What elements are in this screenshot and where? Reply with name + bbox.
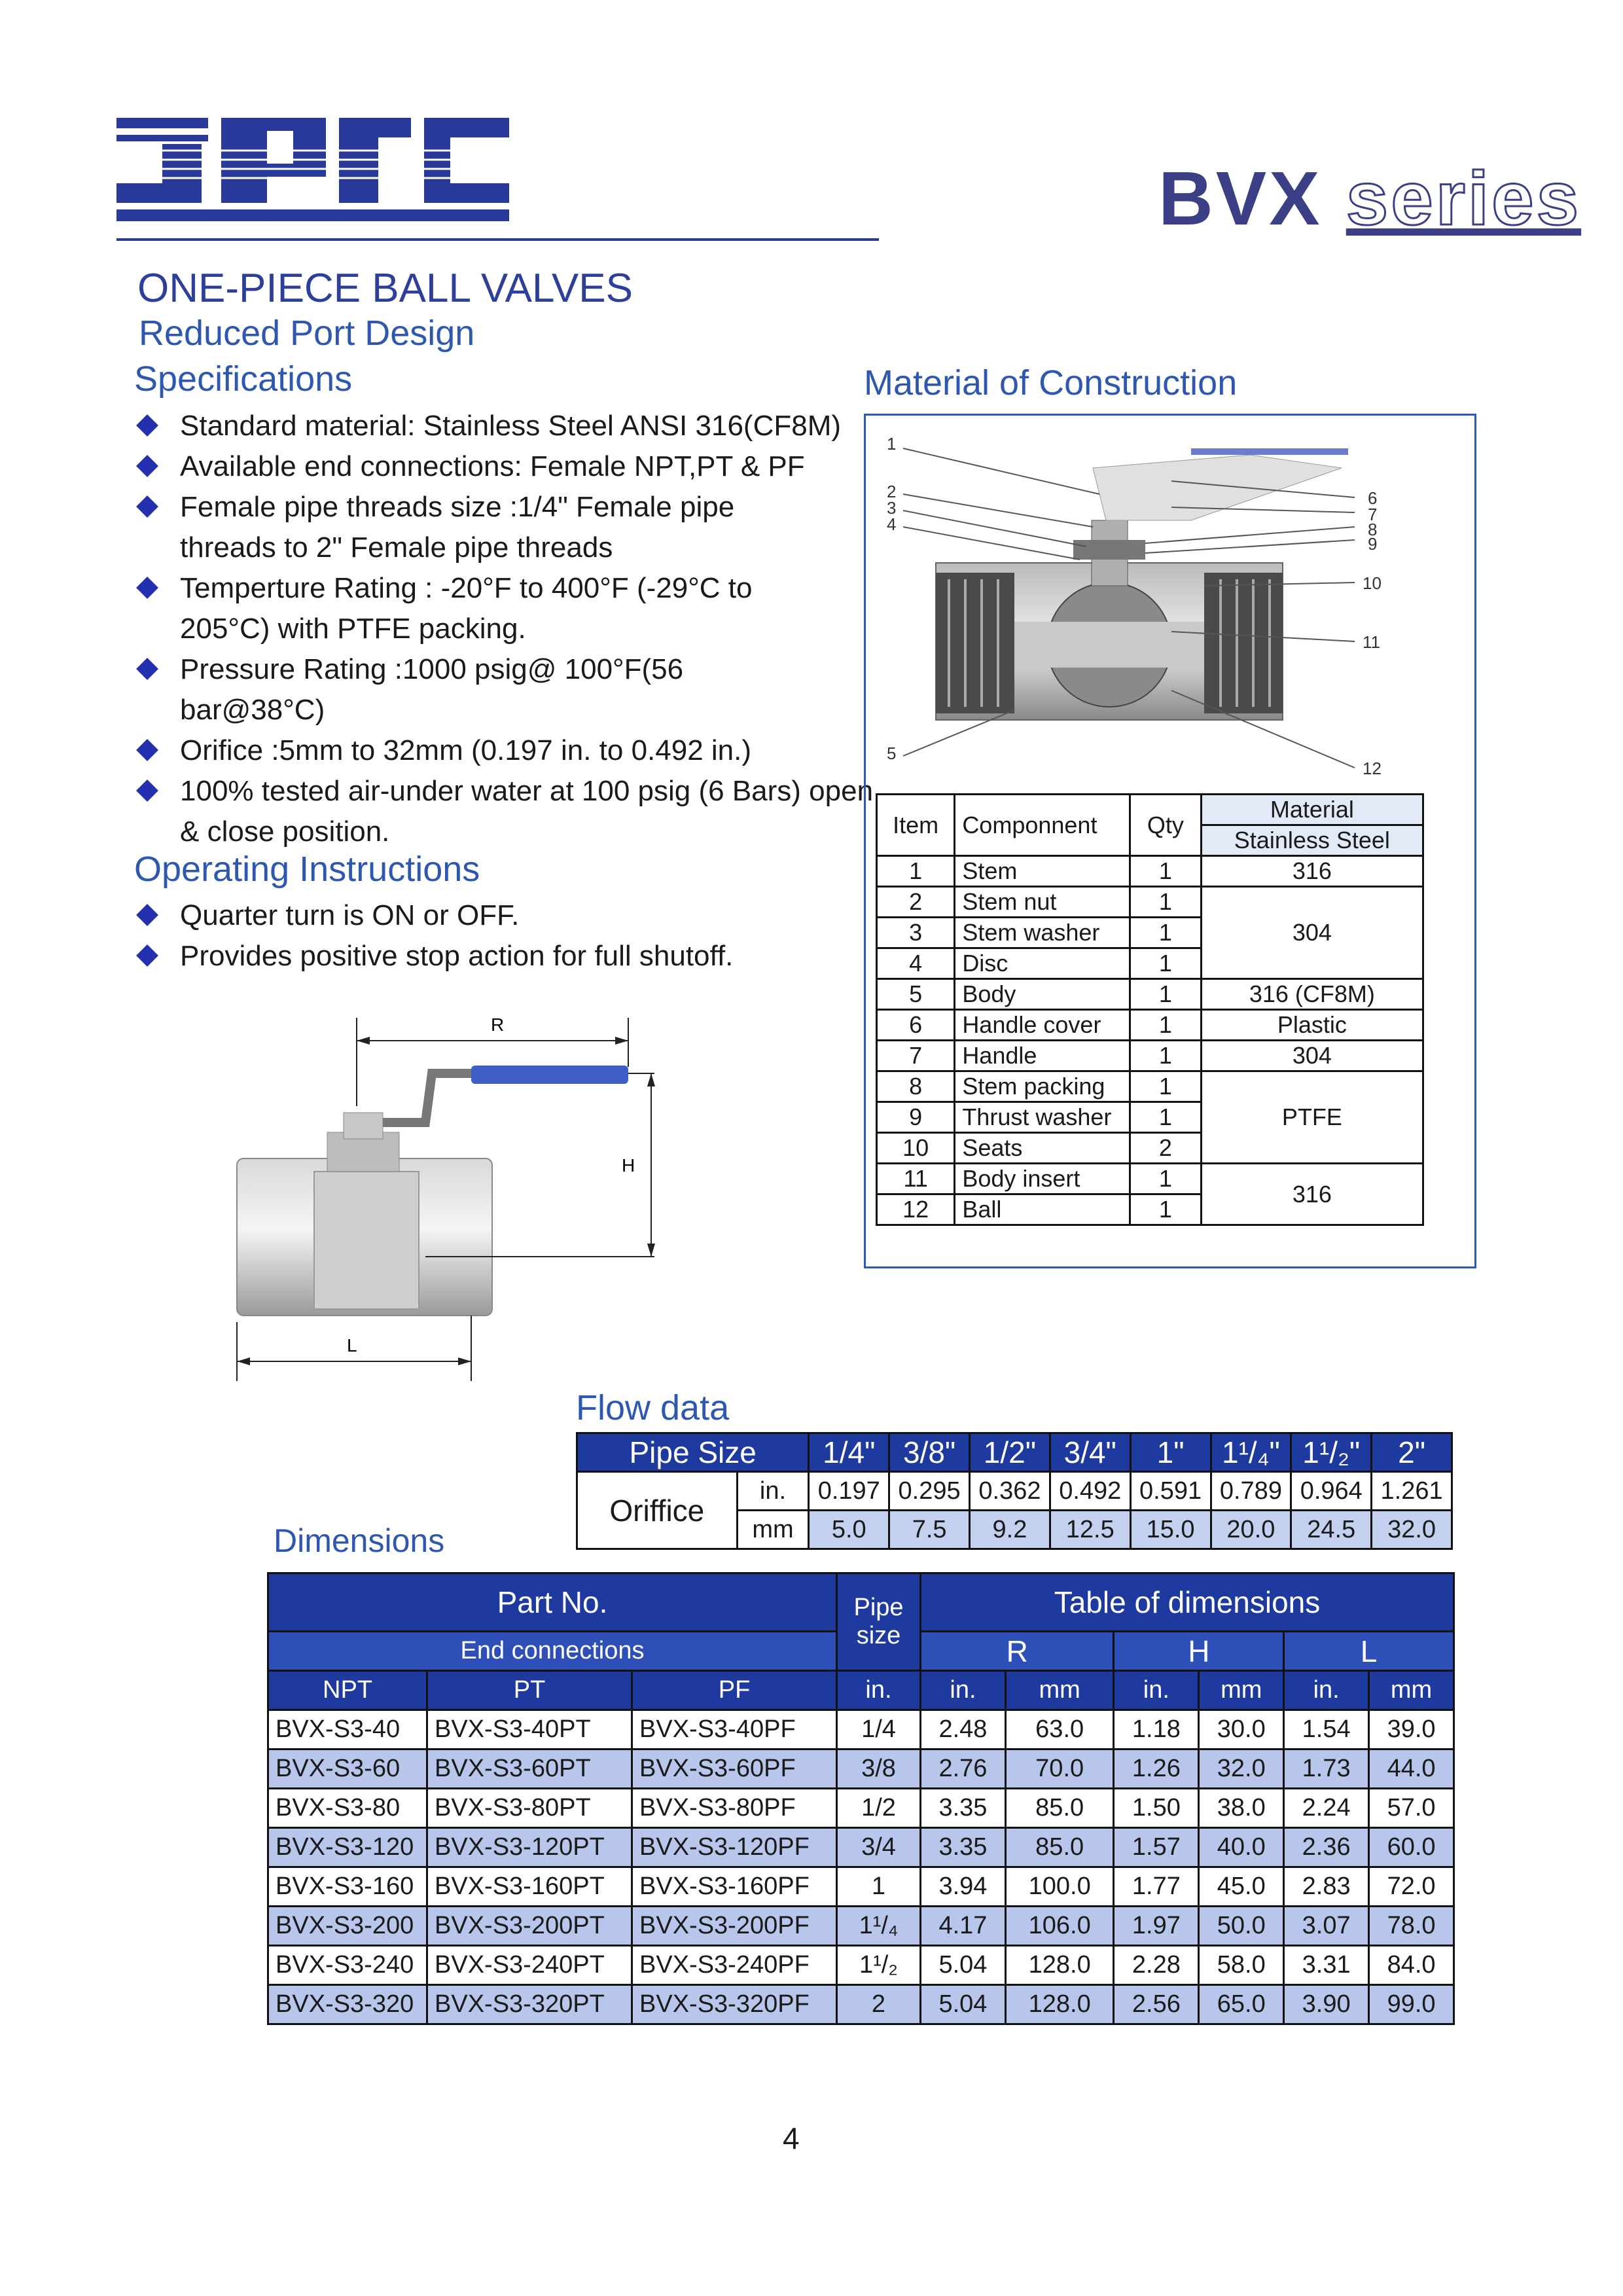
cell: BVX-S3-80PF (632, 1789, 837, 1828)
cell: 3/4 (837, 1828, 921, 1867)
cell: 1.54 (1284, 1710, 1369, 1749)
col-qty-header: Qty (1130, 795, 1201, 856)
cell: Thrust washer (955, 1102, 1130, 1133)
cell: Ball (955, 1194, 1130, 1225)
unit-in: in. (1114, 1671, 1199, 1710)
cell: 32.0 (1199, 1749, 1284, 1789)
cell: 1/2 (837, 1789, 921, 1828)
dim-label-l: L (347, 1335, 357, 1355)
table-of-dimensions-header: Table of dimensions (921, 1573, 1454, 1632)
cell: in. (737, 1472, 809, 1511)
cell: BVX-S3-60PF (632, 1749, 837, 1789)
cell: 1.97 (1114, 1907, 1199, 1946)
cell: 5.0 (809, 1511, 889, 1549)
cell: mm (737, 1511, 809, 1549)
cell: 304 (1201, 887, 1423, 979)
cell: 0.964 (1291, 1472, 1372, 1511)
bullet-diamond-icon (136, 944, 158, 967)
h-header: H (1114, 1632, 1284, 1671)
cell: PTFE (1201, 1071, 1423, 1164)
cell: 1.18 (1114, 1710, 1199, 1749)
table-row (877, 1041, 1423, 1071)
callout-8: 8 (1368, 520, 1378, 539)
cell: 316 (1201, 856, 1423, 887)
cell: BVX-S3-80PT (427, 1789, 632, 1828)
spec-item: Pressure Rating :1000 psig@ 100°F(56 bar@38°C) (134, 649, 789, 730)
dim-label-r: R (491, 1014, 505, 1035)
cell: BVX-S3-240 (268, 1946, 427, 1985)
cell: 1¹/₄" (1211, 1433, 1291, 1472)
cell: 1 (1130, 1010, 1201, 1041)
table-row (268, 1828, 1454, 1867)
cell: 12 (877, 1194, 955, 1225)
cell: Plastic (1201, 1010, 1423, 1041)
cell: 2 (837, 1985, 921, 2024)
cell: BVX-S3-200PT (427, 1907, 632, 1946)
cell: 2.28 (1114, 1946, 1199, 1985)
cell: 2.48 (921, 1710, 1006, 1749)
cell: 12.5 (1050, 1511, 1130, 1549)
pipe-size-label: Pipe Size (577, 1433, 809, 1472)
cell: 0.789 (1211, 1472, 1291, 1511)
header-rule (116, 238, 879, 241)
cell: 128.0 (1005, 1985, 1114, 2024)
part-no-header: Part No. (268, 1573, 837, 1632)
cell: 5.04 (921, 1946, 1006, 1985)
callout-10: 10 (1363, 573, 1382, 593)
cell: 30.0 (1199, 1710, 1284, 1749)
cell: 0.591 (1130, 1472, 1211, 1511)
cell: 1 (1130, 887, 1201, 918)
cell: 3.90 (1284, 1985, 1369, 2024)
cell: BVX-S3-160 (268, 1867, 427, 1907)
dimensions-table (267, 1572, 1455, 2025)
page-number: 4 (783, 2121, 800, 2155)
bullet-diamond-icon (136, 577, 158, 599)
cell: 70.0 (1005, 1749, 1114, 1789)
cell: 65.0 (1199, 1985, 1284, 2024)
cell: 316 (1201, 1164, 1423, 1225)
flow-in-row (577, 1472, 1452, 1511)
end-connections-header: End connections (268, 1632, 837, 1671)
cell: 57.0 (1369, 1789, 1454, 1828)
cell: 1 (1130, 918, 1201, 948)
unit-mm: mm (1369, 1671, 1454, 1710)
cell: BVX-S3-60PT (427, 1749, 632, 1789)
cell: 40.0 (1199, 1828, 1284, 1867)
cell: BVX-S3-120PT (427, 1828, 632, 1867)
spec-item: Standard material: Stainless Steel ANSI 316(CF8M) (134, 406, 874, 446)
spec-item: Temperture Rating : -20°F to 400°F (-29°C to 205°C) with PTFE packing. (134, 568, 834, 649)
cell: 3/8 (837, 1749, 921, 1789)
table-row (877, 1071, 1423, 1102)
orifice-label: Oriffice (577, 1472, 738, 1549)
cell: 60.0 (1369, 1828, 1454, 1867)
table-row (268, 1710, 1454, 1749)
cell: 1 (1130, 1102, 1201, 1133)
operating-item: Quarter turn is ON or OFF. (134, 895, 874, 936)
cell: 1.77 (1114, 1867, 1199, 1907)
cell: 1/2" (970, 1433, 1050, 1472)
cell: 2 (877, 887, 955, 918)
cell: 9 (877, 1102, 955, 1133)
cell: BVX-S3-120 (268, 1828, 427, 1867)
cell: 1 (1130, 948, 1201, 979)
callout-3: 3 (887, 498, 897, 518)
table-row (877, 979, 1423, 1010)
page-subtitle: Reduced Port Design (139, 314, 475, 353)
cell: Seats (955, 1133, 1130, 1164)
cell: 2.56 (1114, 1985, 1199, 2024)
cell: 3 (877, 918, 955, 948)
table-row (268, 1749, 1454, 1789)
unit-in: in. (921, 1671, 1006, 1710)
callout-11: 11 (1363, 632, 1380, 652)
spec-item: Available end connections: Female NPT,PT & PF (134, 446, 874, 487)
cell: Disc (955, 948, 1130, 979)
cell: 1 (1130, 856, 1201, 887)
col-item-header: Item (877, 795, 955, 856)
cell: 32.0 (1372, 1511, 1452, 1549)
cell: 1/4 (837, 1710, 921, 1749)
cell: 1 (1130, 1194, 1201, 1225)
unit-mm: mm (1199, 1671, 1284, 1710)
bullet-diamond-icon (136, 495, 158, 518)
cell: 128.0 (1005, 1946, 1114, 1985)
table-row (268, 1907, 1454, 1946)
operating-item: Provides positive stop action for full shutoff. (134, 936, 874, 977)
cell: 3.35 (921, 1789, 1006, 1828)
cell: 39.0 (1369, 1710, 1454, 1749)
callout-9: 9 (1368, 534, 1378, 554)
table-row (268, 1946, 1454, 1985)
cell: 1.50 (1114, 1789, 1199, 1828)
cell: Body insert (955, 1164, 1130, 1194)
material-heading: Material of Construction (864, 363, 1238, 403)
cell: BVX-S3-160PT (427, 1867, 632, 1907)
cell: BVX-S3-60 (268, 1749, 427, 1789)
cell: 7 (877, 1041, 955, 1071)
bullet-diamond-icon (136, 739, 158, 761)
cell: 1 (1130, 1041, 1201, 1071)
cell: 1 (877, 856, 955, 887)
cell: 11 (877, 1164, 955, 1194)
dim-header-row-1 (268, 1573, 1454, 1632)
flow-table (576, 1432, 1453, 1550)
table-row (268, 1789, 1454, 1828)
cell: 50.0 (1199, 1907, 1284, 1946)
cell: Stem (955, 856, 1130, 887)
cell: 1/4" (809, 1433, 889, 1472)
cell: 2.24 (1284, 1789, 1369, 1828)
bullet-diamond-icon (136, 904, 158, 926)
dim-header-row-3 (268, 1671, 1454, 1710)
cell: 85.0 (1005, 1789, 1114, 1828)
cell: BVX-S3-160PF (632, 1867, 837, 1907)
col-material-header: Material (1201, 795, 1423, 825)
unit-in: in. (837, 1671, 921, 1710)
cell: 1 (1130, 1071, 1201, 1102)
series-logo: BVX series (1158, 156, 1582, 241)
cell: BVX-S3-40 (268, 1710, 427, 1749)
cell: 78.0 (1369, 1907, 1454, 1946)
cell: 316 (CF8M) (1201, 979, 1423, 1010)
npt-header: NPT (268, 1671, 427, 1710)
cell: 3.31 (1284, 1946, 1369, 1985)
cell: BVX-S3-320PF (632, 1985, 837, 2024)
cell: Handle (955, 1041, 1130, 1071)
cell: 1 (837, 1867, 921, 1907)
cell: 3/8" (889, 1433, 970, 1472)
cell: 2.36 (1284, 1828, 1369, 1867)
dim-label-h: H (622, 1155, 635, 1175)
cell: 38.0 (1199, 1789, 1284, 1828)
cell: Body (955, 979, 1130, 1010)
unit-mm: mm (1005, 1671, 1114, 1710)
cell: 10 (877, 1133, 955, 1164)
bullet-diamond-icon (136, 658, 158, 680)
cell: 1.57 (1114, 1828, 1199, 1867)
cell: 5.04 (921, 1985, 1006, 2024)
cell: 1¹/₂" (1291, 1433, 1372, 1472)
callout-5: 5 (887, 744, 897, 763)
cell: 1 (1130, 1164, 1201, 1194)
bullet-diamond-icon (136, 414, 158, 437)
cell: 1 (1130, 979, 1201, 1010)
table-row (268, 1867, 1454, 1907)
cell: 45.0 (1199, 1867, 1284, 1907)
cell: BVX-S3-240PT (427, 1946, 632, 1985)
cell: 1.73 (1284, 1749, 1369, 1789)
cell: BVX-S3-120PF (632, 1828, 837, 1867)
callout-4: 4 (887, 514, 897, 534)
cell: 106.0 (1005, 1907, 1114, 1946)
col-material-subheader: Stainless Steel (1201, 825, 1423, 856)
cell: 2.76 (921, 1749, 1006, 1789)
cell: 3.07 (1284, 1907, 1369, 1946)
specifications-heading: Specifications (134, 359, 353, 399)
cell: 1" (1130, 1433, 1211, 1472)
cell: 8 (877, 1071, 955, 1102)
spec-item: Female pipe threads size :1/4" Female pipe threads to 2" Female pipe threads (134, 487, 834, 568)
cell: 20.0 (1211, 1511, 1291, 1549)
cell: 44.0 (1369, 1749, 1454, 1789)
cell: 3/4" (1050, 1433, 1130, 1472)
cell: Stem packing (955, 1071, 1130, 1102)
cell: BVX-S3-200 (268, 1907, 427, 1946)
cell: 7.5 (889, 1511, 970, 1549)
cell: Handle cover (955, 1010, 1130, 1041)
cell: 1.26 (1114, 1749, 1199, 1789)
cell: 58.0 (1199, 1946, 1284, 1985)
callout-12: 12 (1363, 759, 1382, 778)
cell: 85.0 (1005, 1828, 1114, 1867)
col-component-header: Componnent (955, 795, 1130, 856)
cell: 99.0 (1369, 1985, 1454, 2024)
table-row (877, 887, 1423, 918)
r-header: R (921, 1632, 1114, 1671)
cell: 2.83 (1284, 1867, 1369, 1907)
valve-dimension-drawing (229, 1008, 674, 1388)
cell: Stem washer (955, 918, 1130, 948)
specifications-list (134, 406, 874, 852)
cell: 4 (877, 948, 955, 979)
valve-cutaway-drawing (883, 429, 1407, 785)
flow-size-row (577, 1433, 1452, 1472)
pf-header: PF (632, 1671, 837, 1710)
cell: 0.295 (889, 1472, 970, 1511)
cell: BVX-S3-40PT (427, 1710, 632, 1749)
l-header: L (1284, 1632, 1454, 1671)
callout-2: 2 (887, 482, 897, 501)
cell: 5 (877, 979, 955, 1010)
cell: 1.261 (1372, 1472, 1452, 1511)
table-row (877, 856, 1423, 887)
cell: BVX-S3-80 (268, 1789, 427, 1828)
material-header-row (877, 795, 1423, 825)
cell: 304 (1201, 1041, 1423, 1071)
cell: 1¹/₂ (837, 1946, 921, 1985)
page-title: ONE-PIECE BALL VALVES (137, 266, 633, 311)
pipe-size-header: Pipe size (837, 1573, 921, 1671)
cell: 63.0 (1005, 1710, 1114, 1749)
cell: 0.362 (970, 1472, 1050, 1511)
cell: 72.0 (1369, 1867, 1454, 1907)
material-table (876, 793, 1424, 1226)
cell: 0.197 (809, 1472, 889, 1511)
cell: 4.17 (921, 1907, 1006, 1946)
table-row (877, 1164, 1423, 1194)
cell: BVX-S3-320PT (427, 1985, 632, 2024)
table-row (268, 1985, 1454, 2024)
cell: 3.35 (921, 1828, 1006, 1867)
cell: 0.492 (1050, 1472, 1130, 1511)
bullet-diamond-icon (136, 780, 158, 802)
cell: BVX-S3-240PF (632, 1946, 837, 1985)
cell: Stem nut (955, 887, 1130, 918)
cell: BVX-S3-200PF (632, 1907, 837, 1946)
cell: 2 (1130, 1133, 1201, 1164)
pt-header: PT (427, 1671, 632, 1710)
cell: 1¹/₄ (837, 1907, 921, 1946)
cell: 3.94 (921, 1867, 1006, 1907)
callout-6: 6 (1368, 488, 1378, 508)
operating-list (134, 895, 874, 977)
callout-1: 1 (887, 434, 897, 454)
flow-heading: Flow data (576, 1388, 730, 1427)
cell: 2" (1372, 1433, 1452, 1472)
table-row (877, 1010, 1423, 1041)
operating-heading: Operating Instructions (134, 850, 480, 889)
uprc-logo (116, 105, 522, 229)
dimensions-heading: Dimensions (274, 1522, 445, 1559)
bullet-diamond-icon (136, 455, 158, 477)
callout-7: 7 (1368, 505, 1378, 524)
cell: 15.0 (1130, 1511, 1211, 1549)
unit-in: in. (1284, 1671, 1369, 1710)
spec-item: 100% tested air-under water at 100 psig (6 Bars) open & close position. (134, 771, 887, 852)
cell: BVX-S3-40PF (632, 1710, 837, 1749)
cell: 84.0 (1369, 1946, 1454, 1985)
cell: 24.5 (1291, 1511, 1372, 1549)
cell: 100.0 (1005, 1867, 1114, 1907)
cell: BVX-S3-320 (268, 1985, 427, 2024)
cell: 9.2 (970, 1511, 1050, 1549)
cell: 6 (877, 1010, 955, 1041)
spec-item: Orifice :5mm to 32mm (0.197 in. to 0.492 in.) (134, 730, 874, 771)
